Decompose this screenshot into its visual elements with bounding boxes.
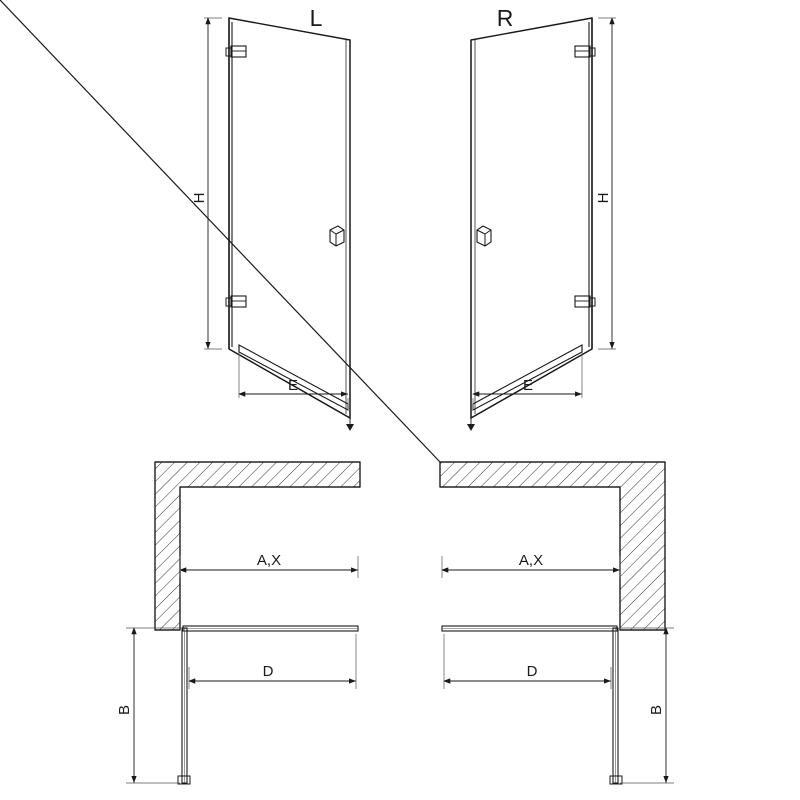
dim-d-plan-left: D <box>262 663 274 680</box>
dim-d-plan-right: D <box>526 663 538 680</box>
dim-e-right: E <box>522 377 534 394</box>
handle <box>477 226 491 246</box>
dim-ax-plan-right: A,X <box>518 552 544 569</box>
dim-e-left: E <box>287 377 299 394</box>
view-label-R: R <box>496 5 514 31</box>
dim-ax-plan-left: A,X <box>256 552 282 569</box>
view-label-L: L <box>309 5 323 31</box>
handle <box>330 226 344 246</box>
dim-h-left: H <box>191 192 208 204</box>
dim-b-plan-left: B <box>116 704 133 716</box>
view-plan-left <box>116 462 360 784</box>
view-front-right <box>467 5 616 431</box>
view-front-left <box>191 5 354 431</box>
dim-h-right: H <box>595 192 612 204</box>
dim-b-plan-right: B <box>648 704 665 716</box>
